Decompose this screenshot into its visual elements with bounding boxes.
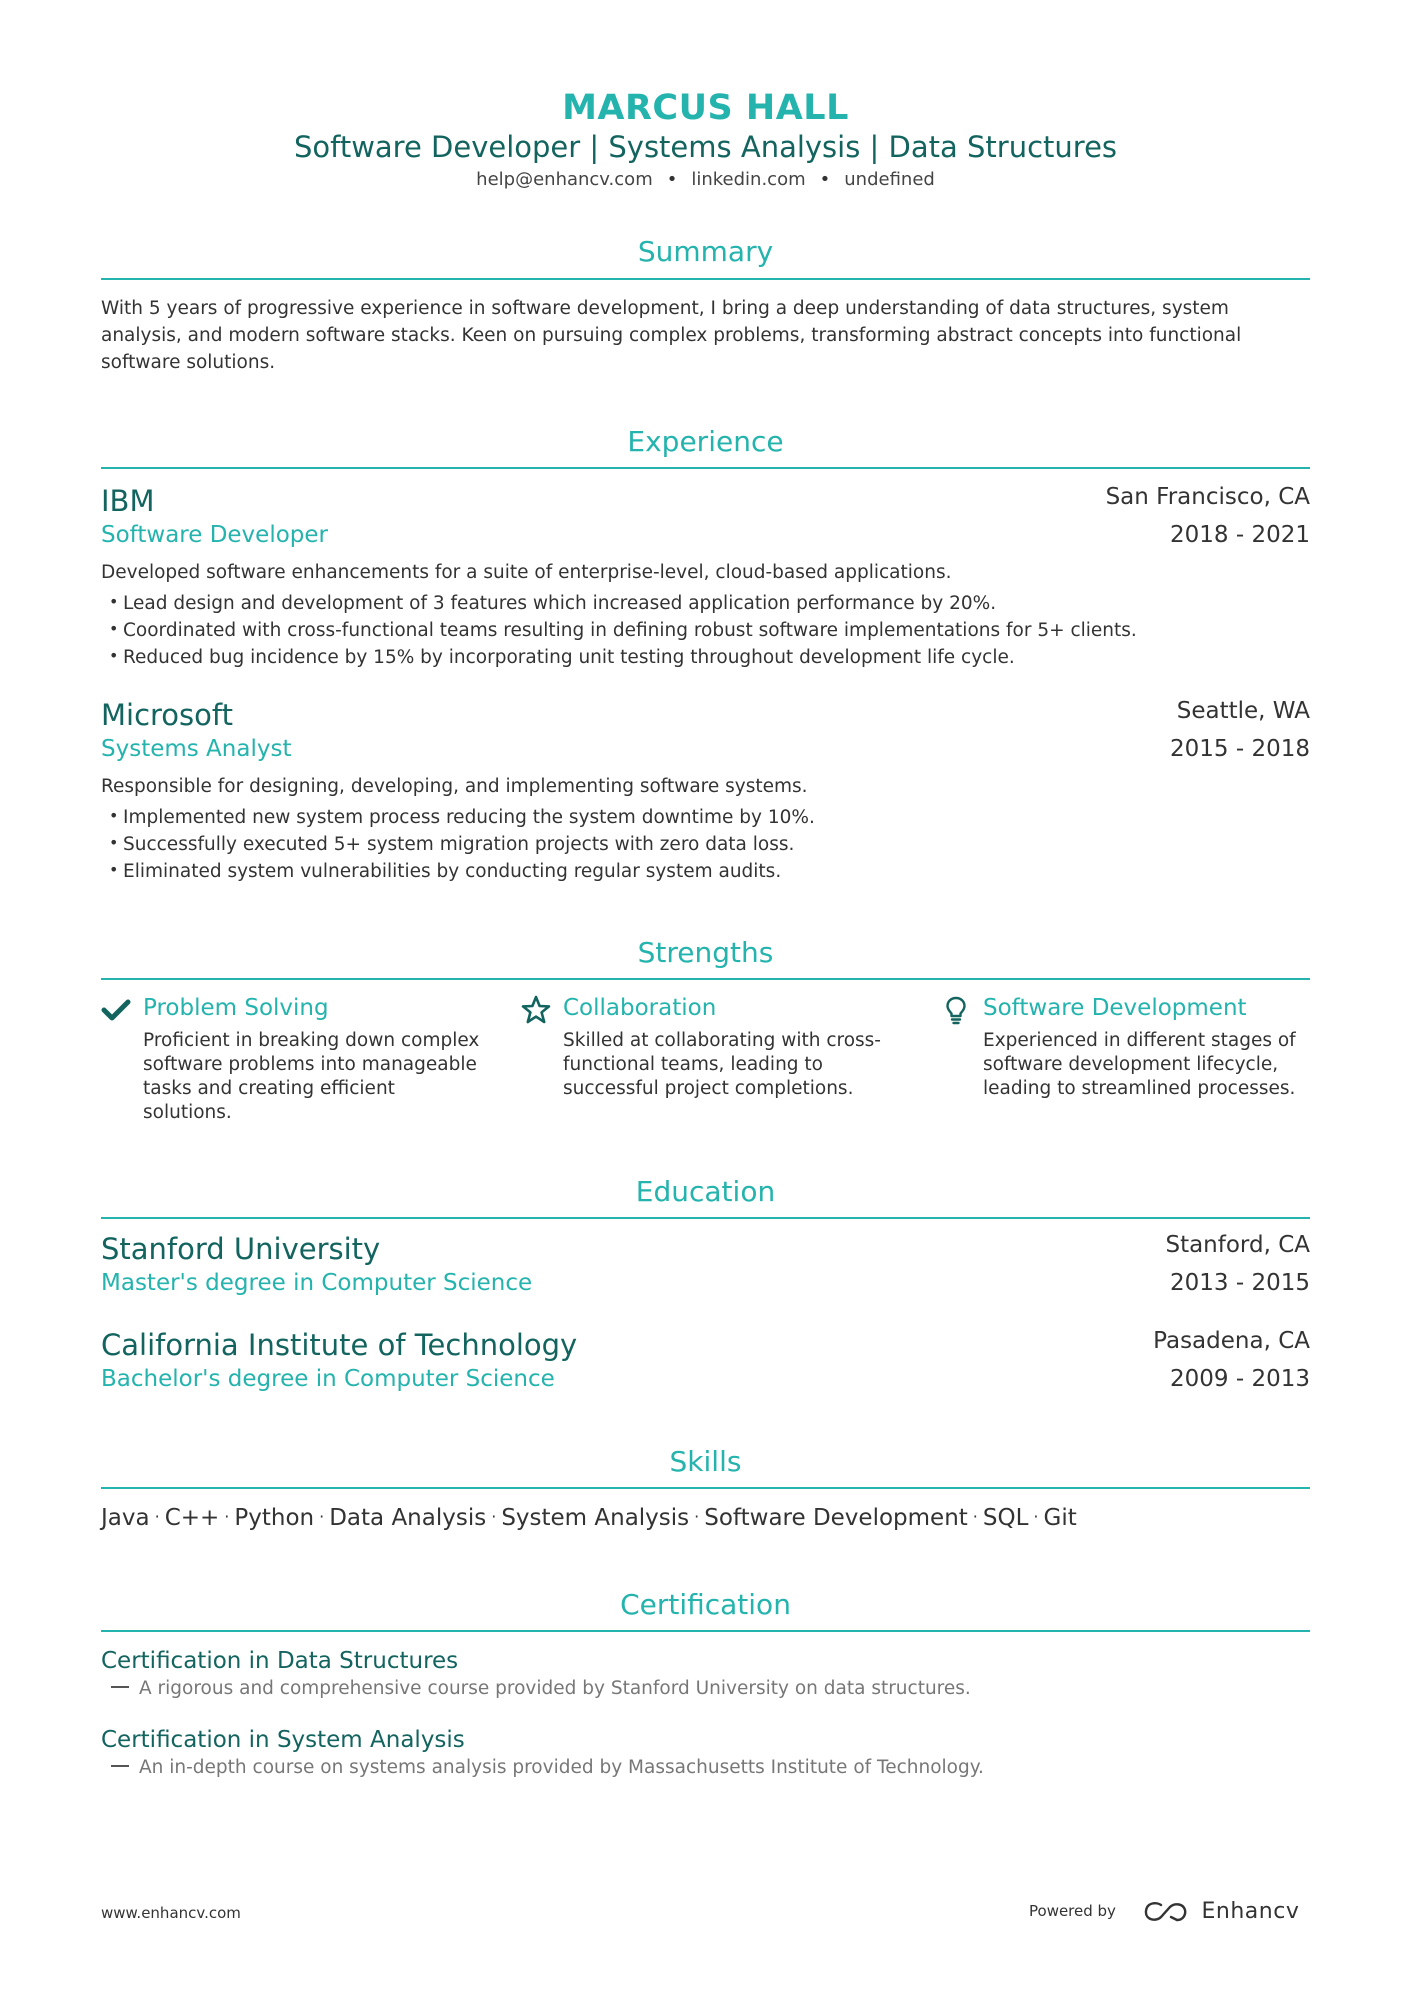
education-divider	[101, 1217, 1310, 1219]
contact-linkedin[interactable]: linkedin.com	[691, 169, 806, 190]
experience-heading: Experience	[627, 425, 784, 458]
summary-heading: Summary	[637, 235, 774, 268]
strength-title: Collaboration	[563, 995, 717, 1021]
strength-title: Problem Solving	[143, 995, 329, 1021]
certification-divider	[101, 1630, 1310, 1632]
strengths-heading: Strengths	[637, 936, 774, 969]
achievement-item: • Successfully executed 5+ system migration projects with zero data loss.	[109, 831, 1309, 858]
candidate-name: MARCUS HALL	[562, 88, 849, 128]
candidate-headline: Software Developer | Systems Analysis | Data Structures	[293, 130, 1118, 164]
experience-divider	[101, 467, 1310, 469]
skill-tag: Git	[1043, 1505, 1077, 1531]
job-description: Responsible for designing, developing, and implementing software systems.	[101, 776, 808, 797]
strength-collaboration	[521, 993, 901, 1123]
company-name: IBM	[101, 484, 155, 518]
education-dates: 2013 - 2015	[1170, 1270, 1310, 1296]
certification-title: Certification in Data Structures	[101, 1648, 459, 1674]
separator-dot: •	[819, 169, 831, 190]
job-achievements	[109, 804, 1309, 885]
skill-tag: System Analysis	[501, 1505, 690, 1531]
skills-list: Java · C++ · Python · Data Analysis · System Analysis · Software Development · SQL · Git	[101, 1505, 1077, 1531]
job-location: San Francisco, CA	[1105, 484, 1310, 510]
achievement-item: • Lead design and development of 3 features which increased application performance by 20%.	[109, 590, 1309, 617]
powered-by-label: Powered by	[1029, 1902, 1116, 1920]
strength-description: Proficient in breaking down complex software problems into manageable tasks and creating efficient solutions.	[143, 1030, 480, 1123]
education-dates: 2009 - 2013	[1170, 1366, 1310, 1392]
school-name: California Institute of Technology	[101, 1328, 578, 1362]
company-name: Microsoft	[101, 698, 233, 732]
job-location: Seattle, WA	[1176, 698, 1310, 724]
skill-tag: SQL	[982, 1505, 1029, 1531]
job-title: Software Developer	[101, 522, 328, 548]
job-description: Developed software enhancements for a suite of enterprise-level, cloud-based applications.	[101, 562, 952, 583]
enhancv-logo-icon	[1143, 1900, 1189, 1924]
summary-divider	[101, 278, 1310, 280]
strength-problem-solving	[101, 993, 481, 1123]
school-name: Stanford University	[101, 1232, 381, 1266]
certification-description: An in-depth course on systems analysis provided by Massachusetts Institute of Technology.	[111, 1755, 984, 1781]
job-dates: 2018 - 2021	[1170, 522, 1310, 548]
star-icon	[521, 995, 551, 1025]
lightbulb-icon	[941, 995, 971, 1025]
summary-text: With 5 years of progressive experience in software development, I bring a deep understanding of data structures, system analysis, and modern software stacks. Keen on pursuing complex problems, transforming abstract concepts into functional software solutions.	[101, 298, 1242, 373]
job-achievements	[109, 590, 1309, 671]
education-heading: Education	[635, 1175, 776, 1208]
certification-heading: Certification	[620, 1588, 791, 1621]
achievement-item: • Implemented new system process reducing the system downtime by 10%.	[109, 804, 1309, 831]
skills-heading: Skills	[669, 1445, 742, 1478]
school-location: Stanford, CA	[1165, 1232, 1310, 1258]
strength-description: Skilled at collaborating with cross-functional teams, leading to successful project completions.	[563, 1030, 881, 1099]
certification-description: A rigorous and comprehensive course provided by Stanford University on data structures.	[111, 1676, 971, 1702]
degree: Bachelor's degree in Computer Science	[101, 1366, 555, 1392]
skills-divider	[101, 1487, 1310, 1489]
achievement-item: • Reduced bug incidence by 15% by incorporating unit testing throughout development life cycle.	[109, 644, 1309, 671]
contact-extra: undefined	[844, 169, 935, 190]
skill-tag: Data Analysis	[329, 1505, 487, 1531]
footer-powered-by[interactable]	[1029, 1897, 1299, 1926]
footer-website[interactable]: www.enhancv.com	[101, 1904, 241, 1922]
contact-line	[101, 168, 1310, 192]
separator-dot: •	[666, 169, 678, 190]
achievement-item: • Coordinated with cross-functional teams resulting in defining robust software implementations for 5+ clients.	[109, 617, 1309, 644]
skill-tag: C++	[164, 1505, 220, 1531]
strengths-divider	[101, 978, 1310, 980]
contact-email[interactable]: help@enhancv.com	[476, 169, 653, 190]
strength-software-development	[941, 993, 1321, 1123]
job-dates: 2015 - 2018	[1170, 736, 1310, 762]
skill-tag: Java	[101, 1505, 150, 1531]
certification-title: Certification in System Analysis	[101, 1727, 465, 1753]
degree: Master's degree in Computer Science	[101, 1270, 533, 1296]
achievement-item: • Eliminated system vulnerabilities by conducting regular system audits.	[109, 858, 1309, 885]
enhancv-logo	[1143, 1897, 1300, 1926]
school-location: Pasadena, CA	[1153, 1328, 1310, 1354]
checkmark-icon	[101, 995, 131, 1025]
job-title: Systems Analyst	[101, 736, 292, 762]
skill-tag: Python	[234, 1505, 315, 1531]
enhancv-logo-text: Enhancv	[1201, 1898, 1300, 1924]
strength-title: Software Development	[983, 995, 1247, 1021]
strength-description: Experienced in different stages of software development lifecycle, leading to streamlined processes.	[983, 1030, 1296, 1099]
skill-tag: Software Development	[704, 1505, 968, 1531]
